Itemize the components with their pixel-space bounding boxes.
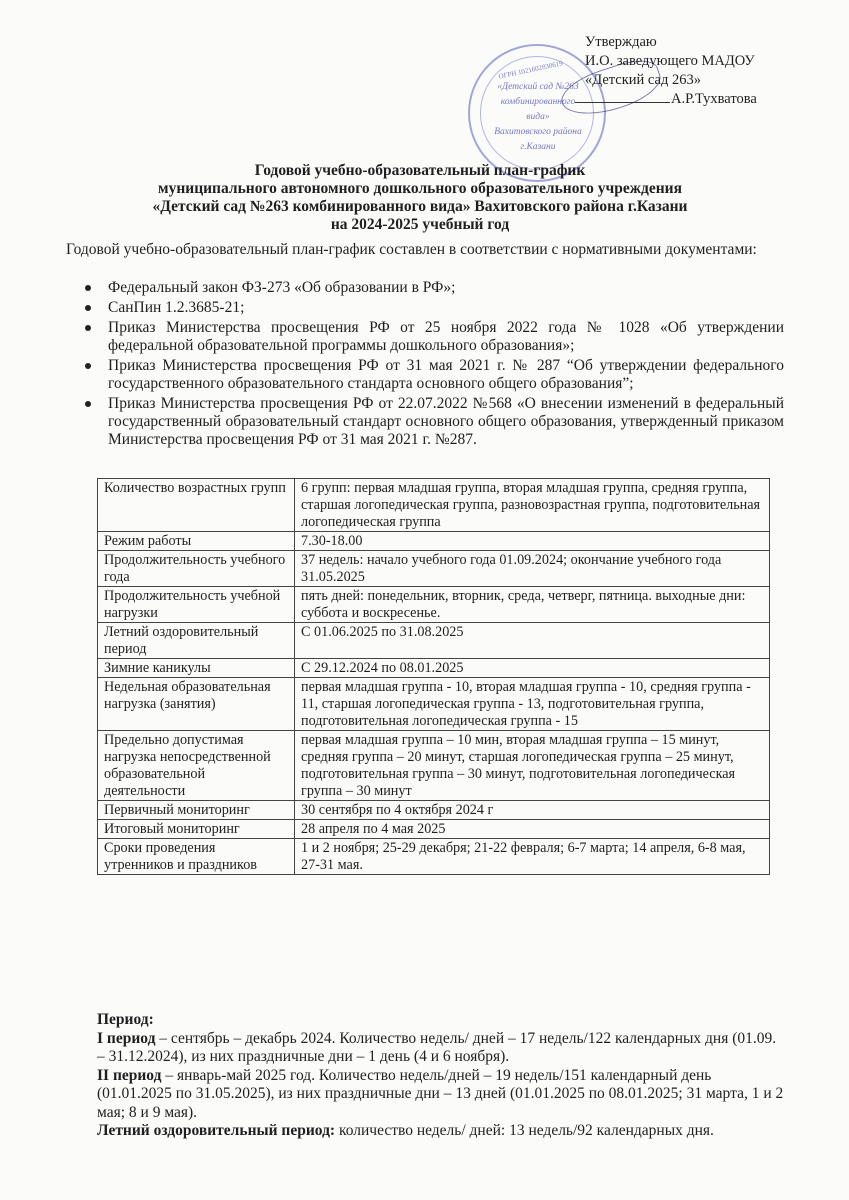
period-1-label: I период: [97, 1029, 156, 1047]
period-2-label: II период: [97, 1066, 162, 1084]
normative-documents-list: [108, 279, 784, 451]
title-line: Годовой учебно-образовательный план-график: [254, 162, 586, 179]
table-row: [98, 678, 770, 731]
stamp-line: «Детский сад №263: [497, 82, 579, 92]
plan-table: [97, 478, 770, 875]
table-value: 37 недель: начало учебного года 01.09.2024; окончание учебного года 31.05.2025: [295, 551, 770, 587]
table-key: Недельная образовательная нагрузка (занятия): [98, 678, 295, 731]
summer-period: [97, 1122, 787, 1141]
list-item: СанПин 1.2.3685-21;: [108, 299, 784, 317]
document-title: [60, 162, 780, 234]
table-row: [98, 551, 770, 587]
approval-signer: [585, 90, 757, 109]
summer-period-label: Летний оздоровительный период:: [97, 1122, 336, 1139]
approval-position: И.О. заведующего МАДОУ: [585, 53, 755, 69]
table-key: Продолжительность учебного года: [98, 551, 295, 587]
stamp-ogrn: ОГРН 1021602838619: [497, 59, 564, 81]
intro-paragraph: Годовой учебно-образовательный план-график составлен в соответствии с нормативными документами:: [66, 241, 757, 258]
periods-section: [97, 1011, 787, 1141]
list-item: Приказ Министерства просвещения РФ от 22.07.2022 №568 «О внесении изменений в федеральный государственный образовательный стандарт основного общего образования, утвержденный приказом Министерства просвещения РФ от 31 мая 2021 г. №287.: [108, 395, 784, 448]
approval-block: [585, 33, 757, 109]
table-key: Сроки проведения утренников и праздников: [98, 839, 295, 875]
table-row: [98, 479, 770, 532]
table-row: [98, 839, 770, 875]
table-key: Итоговый мониторинг: [98, 820, 295, 839]
period-2-text: – январь-май 2025 год. Количество недель/дней – 19 недель/151 календарный день (01.01.2025 по 31.05.2025), из них праздничные дни – 13 дней (01.01.2025 по 08.01.2025; 31 марта, 1 и 2 мая; 8 и 9 мая).: [97, 1066, 784, 1121]
table-value: первая младшая группа - 10, вторая младшая группа - 10, средняя группа - 11, старшая логопедическая группа - 13, подготовительная группа, подготовительная логопедическая группа - 15: [295, 678, 770, 731]
stamp-line: комбинированного вида»: [500, 97, 576, 122]
stamp-line: Вахитовского района: [494, 127, 582, 137]
table-key: Продолжительность учебной нагрузки: [98, 587, 295, 623]
table-row: [98, 623, 770, 659]
table-value: 30 сентября по 4 октября 2024 г: [295, 801, 770, 820]
table-value: пять дней: понедельник, вторник, среда, четверг, пятница. выходные дни: суббота и воскресенье.: [295, 587, 770, 623]
table-row: [98, 801, 770, 820]
summer-period-text: количество недель/ дней: 13 недель/92 календарных дня.: [335, 1122, 714, 1139]
period-2: [97, 1067, 787, 1123]
table-key: Зимние каникулы: [98, 659, 295, 678]
table-row: [98, 532, 770, 551]
approval-line: Утверждаю: [585, 34, 657, 50]
signer-name: А.Р.Тухватова: [671, 91, 757, 107]
table-key: Первичный мониторинг: [98, 801, 295, 820]
table-value: 7.30-18.00: [295, 532, 770, 551]
table-row: [98, 820, 770, 839]
table-key: Режим работы: [98, 532, 295, 551]
list-item: Федеральный закон ФЗ-273 «Об образовании в РФ»;: [108, 279, 784, 297]
table-key: Предельно допустимая нагрузка непосредственной образовательной деятельности: [98, 731, 295, 801]
stamp-line: г.Казани: [520, 142, 556, 152]
list-item: Приказ Министерства просвещения РФ от 31 мая 2021 г. № 287 “Об утверждении федерального государственного образовательного стандарта основного общего образования”;: [108, 357, 784, 392]
table-value: 6 групп: первая младшая группа, вторая младшая группа, средняя группа, старшая логопедическая группа, разновозрастная группа, подготовительная логопедическая группа: [295, 479, 770, 532]
table-row: [98, 587, 770, 623]
title-line: муниципального автономного дошкольного образовательного учреждения: [158, 180, 682, 197]
table-value: первая младшая группа – 10 мин, вторая младшая группа – 15 минут, средняя группа – 20 минут, старшая логопедическая группа – 25 минут, подготовительная группа – 30 минут, подготовительная логопедическая группа – 30 минут: [295, 731, 770, 801]
table-value: 1 и 2 ноября; 25-29 декабря; 21-22 февраля; 6-7 марта; 14 апреля, 6-8 мая, 27-31 мая.: [295, 839, 770, 875]
title-line: «Детский сад №263 комбинированного вида» Вахитовского района г.Казани: [152, 198, 688, 215]
periods-heading-text: Период:: [97, 1011, 154, 1028]
table-row: [98, 659, 770, 678]
table-key: Летний оздоровительный период: [98, 623, 295, 659]
signature-line: [575, 101, 670, 103]
periods-heading: [97, 1011, 787, 1030]
period-1-text: – сентябрь – декабрь 2024. Количество недель/ дней – 17 недель/122 календарных дня (01.09. – 31.12.2024), из них праздничные дни – 1 день (4 и 6 ноября).: [97, 1029, 777, 1065]
table-value: 28 апреля по 4 мая 2025: [295, 820, 770, 839]
table-value: С 29.12.2024 по 08.01.2025: [295, 659, 770, 678]
table-row: [98, 731, 770, 801]
title-line: на 2024-2025 учебный год: [330, 216, 510, 233]
table-key: Количество возрастных групп: [98, 479, 295, 532]
list-item: Приказ Министерства просвещения РФ от 25 ноября 2022 года № 1028 «Об утверждении федеральной образовательной программы дошкольного образования»;: [108, 319, 784, 354]
approval-org: «Детский сад 263»: [585, 72, 701, 88]
table-value: С 01.06.2025 по 31.08.2025: [295, 623, 770, 659]
period-1: [97, 1030, 787, 1067]
